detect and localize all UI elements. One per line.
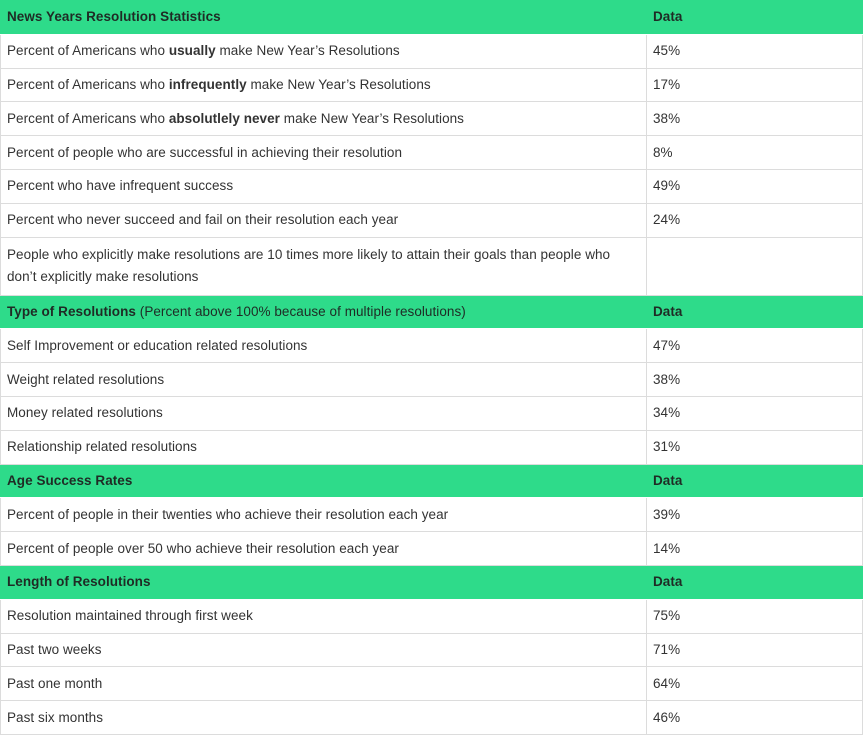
section-title: Age Success Rates	[1, 464, 647, 498]
row-label: Weight related resolutions	[1, 363, 647, 397]
row-value: 49%	[647, 169, 863, 203]
table-row	[1, 532, 863, 566]
table-row	[1, 102, 863, 136]
table-row	[1, 430, 863, 464]
row-label: People who explicitly make resolutions are 10 times more likely to attain their goals than people who don’t explicitly make resolutions	[1, 237, 647, 295]
data-column-header: Data	[647, 464, 863, 498]
row-value: 38%	[647, 363, 863, 397]
row-value	[647, 237, 863, 295]
section-title: News Years Resolution Statistics	[1, 1, 647, 35]
row-label: Resolution maintained through first week	[1, 599, 647, 633]
table-row	[1, 34, 863, 68]
row-label: Percent of people over 50 who achieve their resolution each year	[1, 532, 647, 566]
section-header-resolution-statistics	[1, 1, 863, 35]
row-label: Percent of Americans who usually make New Year’s Resolutions	[1, 34, 647, 68]
table-row	[1, 169, 863, 203]
section-header-type-of-resolutions	[1, 295, 863, 329]
row-value: 34%	[647, 396, 863, 430]
row-value: 47%	[647, 329, 863, 363]
section-title: Length of Resolutions	[1, 565, 647, 599]
row-label: Percent of Americans who absolutlely never make New Year’s Resolutions	[1, 102, 647, 136]
table-row	[1, 599, 863, 633]
table-row	[1, 396, 863, 430]
table-row	[1, 68, 863, 102]
table-row	[1, 633, 863, 667]
row-value: 64%	[647, 667, 863, 701]
table-row	[1, 363, 863, 397]
row-value: 38%	[647, 102, 863, 136]
row-value: 46%	[647, 701, 863, 735]
row-value: 8%	[647, 136, 863, 170]
table-row	[1, 329, 863, 363]
table-row	[1, 498, 863, 532]
row-label: Percent who have infrequent success	[1, 169, 647, 203]
row-label: Percent of people who are successful in achieving their resolution	[1, 136, 647, 170]
row-label: Percent of Americans who infrequently make New Year’s Resolutions	[1, 68, 647, 102]
row-label: Past six months	[1, 701, 647, 735]
table-row	[1, 237, 863, 295]
row-value: 14%	[647, 532, 863, 566]
section-header-length-of-resolutions	[1, 565, 863, 599]
row-value: 31%	[647, 430, 863, 464]
table-row	[1, 136, 863, 170]
row-value: 39%	[647, 498, 863, 532]
section-header-age-success-rates	[1, 464, 863, 498]
row-label: Past two weeks	[1, 633, 647, 667]
row-label: Relationship related resolutions	[1, 430, 647, 464]
data-column-header: Data	[647, 295, 863, 329]
table-row	[1, 701, 863, 735]
row-value: 75%	[647, 599, 863, 633]
section-title: Type of Resolutions (Percent above 100% because of multiple resolutions)	[1, 295, 647, 329]
row-label: Percent who never succeed and fail on their resolution each year	[1, 203, 647, 237]
row-label: Money related resolutions	[1, 396, 647, 430]
data-column-header: Data	[647, 1, 863, 35]
row-label: Self Improvement or education related resolutions	[1, 329, 647, 363]
row-value: 17%	[647, 68, 863, 102]
table-row	[1, 667, 863, 701]
row-value: 45%	[647, 34, 863, 68]
row-value: 71%	[647, 633, 863, 667]
table-row	[1, 203, 863, 237]
row-value: 24%	[647, 203, 863, 237]
row-label: Past one month	[1, 667, 647, 701]
data-column-header: Data	[647, 565, 863, 599]
row-label: Percent of people in their twenties who achieve their resolution each year	[1, 498, 647, 532]
